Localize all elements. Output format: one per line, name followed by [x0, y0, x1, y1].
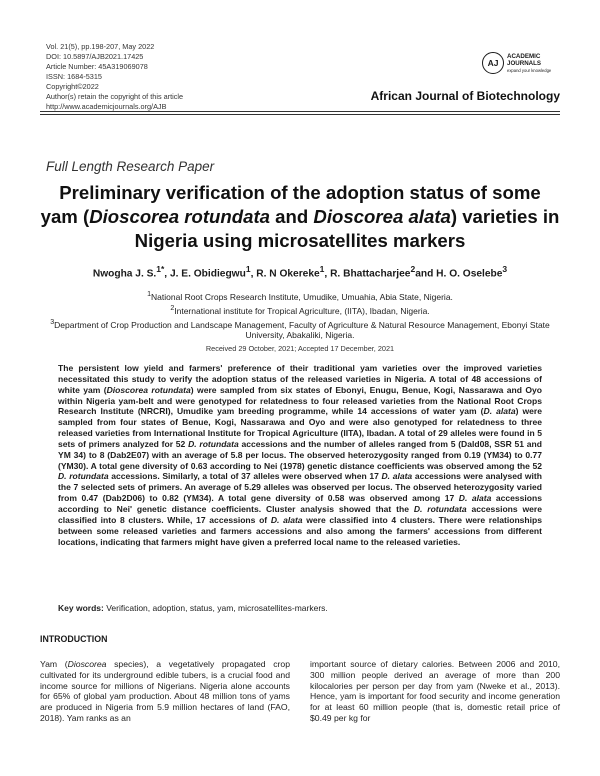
journal-url[interactable]: http://www.academicjournals.org/AJB: [46, 102, 167, 111]
author: R. N Okereke: [256, 268, 320, 280]
affiliation: $^2$International institute for Tropical Agriculture, (IITA), Ibadan, Nigeria.: [170, 303, 430, 316]
logo-line-1: ACADEMIC: [507, 52, 541, 60]
header-divider-thin: [40, 114, 560, 115]
affiliations: [40, 289, 560, 341]
header-divider: [40, 111, 560, 112]
article-type: Full Length Research Paper: [46, 159, 215, 174]
volume-info: Vol. 21(5), pp.198-207, May 2022: [46, 42, 155, 51]
copyright: Copyright©2022: [46, 82, 99, 91]
keywords: [58, 603, 542, 613]
intro-column-left: Yam (Dioscorea species), a vegetatively propagated crop cultivated for its underground edible tubers, is a crucial food and income source for millions of Nigerians. Nigeria alone accounts for 65% of global yam production. About 48 million tons of yams are produced in Nigeria from 5.9 million hectares of land (FAO, 2018). Yam ranks as an: [40, 659, 290, 723]
aj-logo-icon: AJ: [482, 52, 504, 74]
author: R. Bhattacharjee: [330, 268, 411, 280]
author: Nwogha J. S.: [92, 268, 157, 280]
logo-line-2: JOURNALS: [507, 59, 542, 67]
journal-name: African Journal of Biotechnology: [370, 89, 560, 103]
logo-line-3: expand your knowledge: [507, 67, 552, 73]
intro-column-right: important source of dietary calories. Between 2006 and 2010, 300 million people derived an average of more than 200 kilocalories per person per day from yam (Nweke et al., 2013). Hence, yam is important for food security and income generation for at least 60 million people (that is, domestic retail price of $0.49 per kg for: [310, 659, 560, 723]
author-list: Nwogha J. S.$^{1*}$, J. E. Obidiegwu$^1$, R. N Okereke$^1$, R. Bhattacharjee$^2$and H. O. Oselebe$^3$: [92, 264, 508, 280]
keywords-label: Key words:: [58, 603, 104, 613]
abstract: The persistent low yield and farmers' preference of their traditional yam varieties over the improved varieties necessitated this study to verify the adoption status of the released varieties in Nigeria. A total of 48 accessions of white yam (Dioscorea rotundata) were sampled from six states of Ebonyi, Enugu, Benue, Kogi, Nassarawa and Oyo within Nigeria yam-belt and were genotyped for relatedness to four released varieties from the National Root Crops Research Institute (NRCRI), Umudike yam breeding programme, while 14 accessions of water yam (D. alata) were sampled from four states of Benue, Kogi, Nassarawa and Oyo and were also genotyped for relatedness to three released varieties from International Institute for Tropical Agriculture (IITA), Ibadan. A total of 29 alleles were found in 5 sets of primers analyzed for 52 D. rotundata accessions and the number of alleles ranged from 5 (Dald08, SSR 51 and YM 34) to 8 (Dab2E07) with an average of 5.8 per locus. The observed heterozygosity ranged from 0.19 (YM34) to 0.77 (YM30). A total gene diversity of 0.63 according to Nei (1978) genetic distance coefficients was observed among the 52 D. rotundata accessions. Similarly, a total of 37 alleles were observed when 17 D. alata accessions were analysed with the 7 selected sets of primers. An average of 5.29 alleles was observed per locus. The observed heterozygosity varied from 0.47 (Dab2D06) to 0.82 (YM34). A total gene diversity of 0.58 was observed among 17 D. alata accessions according to Nei' genetic distance coefficients. Cluster analysis showed that the D. rotundata accessions were classified into 8 clusters. While, 17 accessions of D. alata were classified into 4 clusters. There were relationships between some released varieties and farmers accessions and also among the farmers' accessions from different locations, indicating that farmers might have given a preferred local name to the released varieties.: [58, 363, 543, 547]
publisher-logo: [482, 52, 551, 74]
article-metadata: [46, 42, 183, 112]
received-accepted-dates: Received 29 October, 2021; Accepted 17 December, 2021: [205, 344, 395, 353]
affiliation: $^3$Department of Crop Production and Landscape Management, Faculty of Agriculture & Natural Resource Management, Ebonyi State University, Abakaliki, Nigeria.: [50, 317, 550, 341]
affiliation: $^1$National Root Crops Research Institute, Umudike, Umuahia, Abia State, Nigeria.: [147, 290, 453, 302]
keywords-text: Verification, adoption, status, yam, microsatellites-markers.: [106, 603, 328, 613]
author: J. E. Obidiegwu: [169, 268, 246, 280]
paper-title: Preliminary verification of the adoption status of some yam (Dioscorea rotundata and Dioscorea alata) varieties in Nigeria using microsatellites markers: [40, 182, 560, 251]
article-number: Article Number: 45A319069078: [46, 62, 148, 71]
author: H. O. Oselebe: [436, 268, 503, 280]
doi: DOI: 10.5897/AJB2021.17425: [46, 52, 144, 61]
section-heading-introduction: INTRODUCTION: [40, 634, 108, 644]
rights-statement: Author(s) retain the copyright of this article: [46, 92, 184, 101]
issn: ISSN: 1684-5315: [46, 72, 102, 81]
